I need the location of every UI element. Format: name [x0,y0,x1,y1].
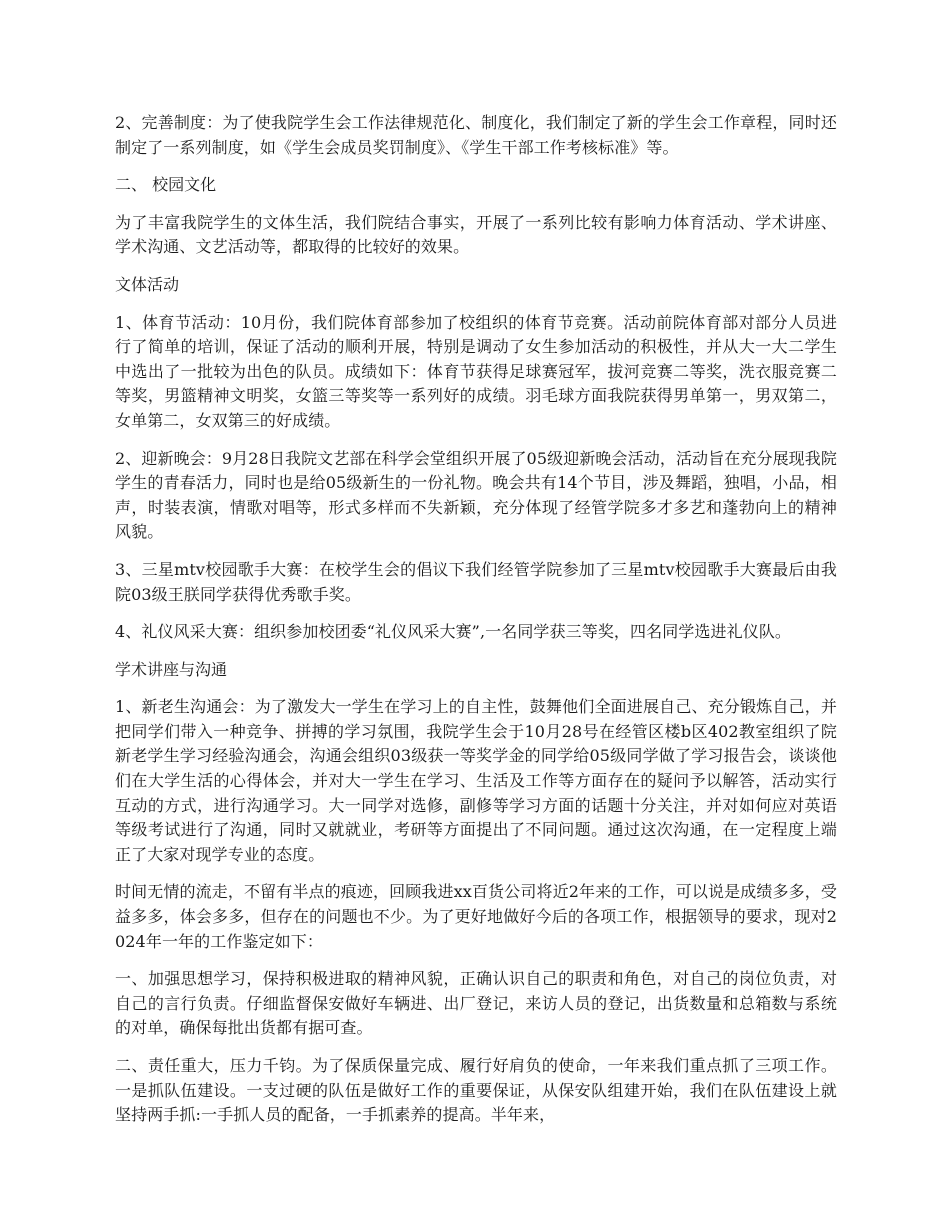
paragraph-student-exchange: 1、新老生沟通会：为了激发大一学生在学习上的自主性，鼓舞他们全面进展自己、充分锻炼自己，并把同学们带入一种竞争、拼搏的学习氛围，我院学生会于10月28号在经管区楼b区402教室组织了院新老学生学习经验沟通会，沟通会组织03级获一等奖学金的同学给05级同学做了学习报告会，谈谈他们在大学生活的心得体会，并对大一学生在学习、生活及工作等方面存在的疑问予以解答，活动实行互动的方式，进行沟通学习。大一同学对选修，副修等学习方面的话题十分关注，并对如何应对英语等级考试进行了沟通，同时又就就业，考研等方面提出了不同问题。通过这次沟通，在一定程度上端正了大家对现学专业的态度。 [115,697,837,864]
paragraph-etiquette-contest: 4、礼仪风采大赛：组织参加校团委“礼仪风采大赛”,一名同学获三等奖，四名同学选进礼仪队。 [115,622,792,642]
section-heading-campus-culture: 二、 校园文化 [115,175,217,195]
subheading-academic-lectures: 学术讲座与沟通 [115,659,228,679]
paragraph-system-improvement: 2、完善制度：为了使我院学生会工作法律规范化、制度化，我们制定了新的学生会工作章程，同时还制定了一系列制度，如《学生会成员奖罚制度》、《学生干部工作考核标准》等。 [115,113,837,157]
document-page [115,111,837,1141]
paragraph-campus-culture-intro: 为了丰富我院学生的文体生活，我们院结合事实，开展了一系列比较有影响力体育活动、学术讲座、学术沟通、文艺活动等，都取得的比较好的效果。 [115,212,837,257]
paragraph-work-review-intro: 时间无情的流走，不留有半点的痕迹，回顾我进xx百货公司将近2年来的工作，可以说是成绩多多，受益多多，体会多多，但存在的问题也不少。为了更好地做好今后的各项工作，根据领导的要求，现对2024年一年的工作鉴定如下： [115,882,837,951]
paragraph-heavy-responsibility: 二、责任重大，压力千钧。为了保质保量完成、履行好肩负的使命，一年来我们重点抓了三项工作。一是抓队伍建设。一支过硬的队伍是做好工作的重要保证，从保安队组建开始，我们在队伍建设上就坚持两手抓:一手抓人员的配备，一手抓素养的提高。半年来， [115,1056,837,1125]
paragraph-sports-festival: 1、体育节活动：10月份，我们院体育部参加了校组织的体育节竞赛。活动前院体育部对部分人员进行了简单的培训，保证了活动的顺利开展，特别是调动了女生参加活动的积极性，并从大一大二学生中选出了一批较为出色的队员。成绩如下：体育节获得足球赛冠军，拔河竞赛二等奖，洗衣服竞赛二等奖，男篮精神文明奖，女篮三等奖等一系列好的成绩。羽毛球方面我院获得男单第一，男双第二，女单第二，女双第三的好成绩。 [115,312,837,430]
paragraph-welcome-party: 2、迎新晚会：9月28日我院文艺部在科学会堂组织开展了05级迎新晚会活动，活动旨在充分展现我院学生的青春活力，同时也是给05级新生的一份礼物。晚会共有14个节目，涉及舞蹈，独唱，小品，相声，时装表演，情歌对唱等，形式多样而不失新颖，充分体现了经管学院多才多艺和蓬勃向上的精神风貌。 [115,448,837,542]
subheading-sports-activities: 文体活动 [115,274,180,294]
paragraph-singer-contest: 3、三星mtv校园歌手大赛：在校学生会的倡议下我们经管学院参加了三星mtv校园歌手大赛最后由我院03级王朕同学获得优秀歌手奖。 [115,559,837,604]
paragraph-strengthen-learning: 一、加强思想学习，保持积极进取的精神风貌，正确认识自己的职责和角色，对自己的岗位负责，对自己的言行负责。仔细监督保安做好车辆进、出厂登记，来访人员的登记，出货数量和总箱数与系统的对单，确保每批出货都有据可查。 [115,969,837,1038]
